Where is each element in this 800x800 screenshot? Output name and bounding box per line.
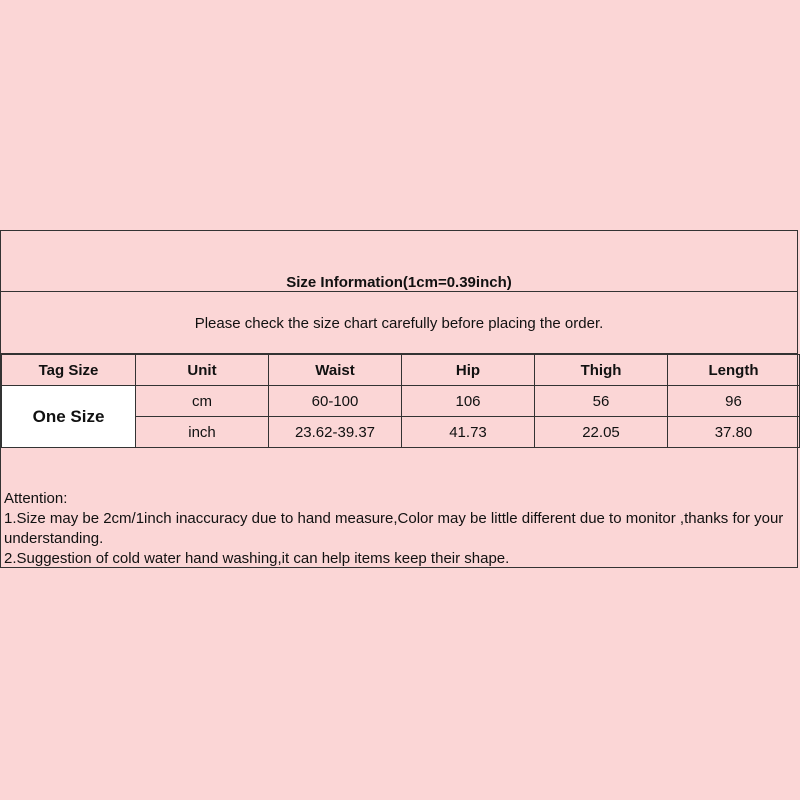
attention-section: [4, 489, 796, 569]
header-waist: Waist: [269, 355, 402, 386]
attention-heading: Attention:: [4, 490, 68, 507]
attention-line-2: 2.Suggestion of cold water hand washing,it can help items keep their shape.: [4, 550, 510, 567]
table-row: [2, 386, 800, 417]
length-cell: 96: [668, 386, 800, 417]
waist-cell: 23.62-39.37: [269, 417, 402, 448]
size-table: [1, 354, 800, 448]
header-unit: Unit: [136, 355, 269, 386]
header-length: Length: [668, 355, 800, 386]
thigh-cell: 56: [535, 386, 668, 417]
title-row: [1, 231, 797, 292]
unit-cell: inch: [136, 417, 269, 448]
note-row: [1, 292, 797, 354]
header-hip: Hip: [402, 355, 535, 386]
header-tag-size: Tag Size: [2, 355, 136, 386]
length-cell: 37.80: [668, 417, 800, 448]
size-chart-frame: [0, 230, 798, 568]
tag-size-cell: One Size: [2, 386, 136, 448]
thigh-cell: 22.05: [535, 417, 668, 448]
size-chart-title: Size Information(1cm=0.39inch): [286, 274, 512, 291]
attention-line-1: 1.Size may be 2cm/1inch inaccuracy due to hand measure,Color may be little different due to monitor ,thanks for your understanding.: [4, 510, 784, 547]
waist-cell: 60-100: [269, 386, 402, 417]
table-header-row: [2, 355, 800, 386]
unit-cell: cm: [136, 386, 269, 417]
header-thigh: Thigh: [535, 355, 668, 386]
size-chart-note: Please check the size chart carefully before placing the order.: [194, 315, 604, 332]
hip-cell: 106: [402, 386, 535, 417]
hip-cell: 41.73: [402, 417, 535, 448]
